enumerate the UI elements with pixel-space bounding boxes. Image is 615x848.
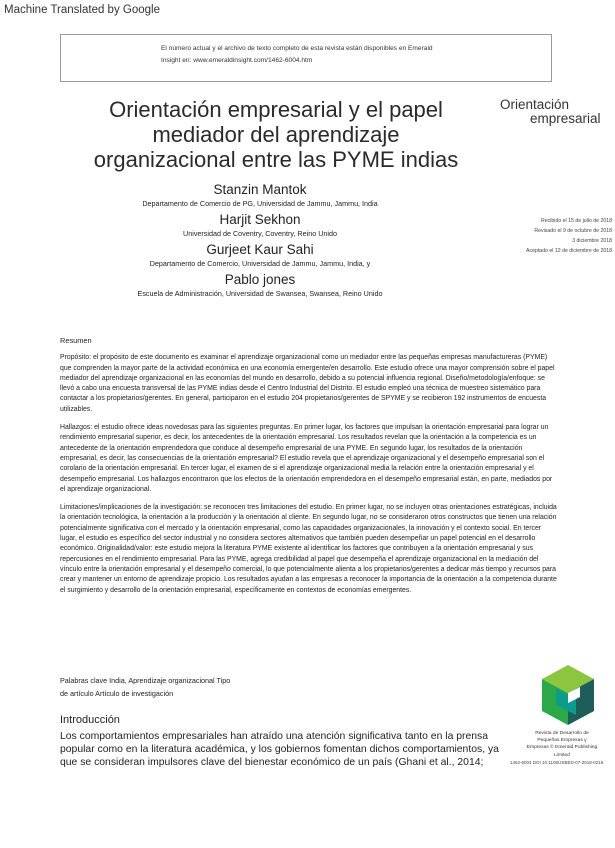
date-line: Aceptado el 12 de diciembre de 2018 xyxy=(526,248,612,254)
title-line: mediador del aprendizaje xyxy=(152,122,400,147)
journal-info xyxy=(510,730,614,759)
journal-line: Limited xyxy=(554,752,570,758)
journal-line: Empresas © Emerald Publishing xyxy=(526,745,598,751)
intro-paragraph: Los comportamientos empresariales han atraído una atención significativa tanto en la prensa popular como en la literatura académica, y los gobiernos fomentan dichos comportamientos, ya que se consideran impulsores clave del bienestar económico de un país (Ghani et al., 2014; xyxy=(60,731,499,768)
crossmark-logo-graphic xyxy=(540,663,596,729)
journal-line: Pequeñas Empresas y xyxy=(537,738,587,744)
author-name: Harjit Sekhon xyxy=(219,212,301,227)
notice-line: El número actual y el archivo de texto completo de esta revista están disponibles en Emerald xyxy=(161,45,433,52)
abstract-paragraph: Propósito: el propósito de este documento es examinar el aprendizaje organizacional como un mediador entre las pequeñas empresas manufactureras (PYME) que comprenden la mayor parte de la actividad económica en una economía emergente/en desarrollo. Este estudio ofrece una mayor comprensión sobre el papel mediador del aprendizaje organizacional en las economías del mundo en desarrollo, debido a su potencial influencia regional. Diseño/metodología/enfoque: se llevó a cabo una encuesta transversal de las PYME indias desde el Centro Industrial del Distrito. El estudio empleó una técnica de muestreo sistemático para contactar a los propietarios/gerentes. En general, participaron en el estudio 204 propietarios/gerentes de SPYME y se recibieron 192 instrumentos de encuesta utilizables. xyxy=(60,354,555,413)
author-affiliation: Universidad de Coventry, Coventry, Reino Unido xyxy=(183,229,337,238)
keywords-line: de artículo Artículo de investigación xyxy=(60,689,174,698)
journal-line: Revista de Desarrollo de xyxy=(535,731,589,736)
running-head xyxy=(500,98,601,126)
author-name: Stanzin Mantok xyxy=(213,182,307,197)
crossmark-logo-icon xyxy=(540,663,596,729)
keywords xyxy=(60,674,230,700)
title-line: organizacional entre las PYME indias xyxy=(93,147,459,172)
doi-line: 1462-6004 DOI 10.1108/JSBED-07-2018-0215 xyxy=(510,760,604,765)
date-line: Recibido el 15 de julio de 2018 xyxy=(541,218,612,224)
keywords-line: Palabras clave India, Aprendizaje organizacional Tipo xyxy=(60,676,231,685)
article-title xyxy=(50,97,502,172)
availability-notice xyxy=(60,34,552,82)
author-affiliation: Escuela de Administración, Universidad de Swansea, Swansea, Reino Unido xyxy=(137,289,383,298)
author-name: Gurjeet Kaur Sahi xyxy=(206,242,314,257)
author-affiliation: Departamento de Comercio, Universidad de Jammu, Jammu, India, y xyxy=(149,259,371,268)
abstract-paragraph: Hallazgos: el estudio ofrece ideas novedosas para las siguientes preguntas. En primer lugar, los factores que impulsan la orientación empresarial para lograr un rendimiento empresarial superior, es decir, los antecedentes de la orientación empresarial. Los resultados revelan que la orientación a la competencia es un antecedente de la orientación emprendedora que conduce al desempeño empresarial de una PYME. En segundo lugar, los resultados de la orientación empresarial, es decir, las consecuencias de la orientación empresarial? El estudio revela que el aprendizaje organizacional y el desempeño empresarial son el corolario de la orientación empresarial. En tercer lugar, el examen de si el aprendizaje organizacional media la relación entre la orientación empresarial y el desempeño empresarial. Los hallazgos encontraron que los efectos de la orientación emprendedora en el desempeño empresarial están, en parte, mediados por el aprendizaje organizacional. xyxy=(60,424,553,493)
running-head-line: Orientación xyxy=(500,97,570,112)
notice-line: Insight en: www.emeraldinsight.com/1462-6004.htm xyxy=(161,57,313,64)
abstract xyxy=(60,336,558,604)
date-line: Revisado el 9 de octubre de 2018 xyxy=(534,228,612,234)
machine-translation-banner: Machine Translated by Google xyxy=(4,4,160,16)
author-list xyxy=(40,182,480,302)
running-head-line: empresarial xyxy=(530,111,601,126)
date-line: 3 diciembre 2018 xyxy=(572,238,612,244)
author-name: Pablo jones xyxy=(224,272,296,287)
author-affiliation: Departamento de Comercio de PG, Universidad de Jammu, Jammu, India xyxy=(142,199,378,208)
submission-dates xyxy=(500,216,612,256)
abstract-heading: Resumen xyxy=(60,336,92,345)
section-heading: Introducción xyxy=(60,714,120,726)
title-line: Orientación empresarial y el papel xyxy=(109,97,443,122)
abstract-paragraph: Limitaciones/implicaciones de la investigación: se reconocen tres limitaciones del estudio. En primer lugar, no se incluyen otras orientaciones estratégicas, incluida la orientación tecnológica, la orientación a la producción y la orientación al cliente. En segundo lugar, no se consideraron otros constructos que tienen una relación potencialmente significativa con el mercado y la orientación empresarial, como las capacidades organizacionales, la innovación y el contexto social. En tercer lugar, el estudio es específico del sector industrial y no considera sectores alternativos que también pueden desempeñar un papel potencial en el desarrollo económico. Originalidad/valor: este estudio mejora la literatura PYME existente al identificar los factores que contribuyen a la orientación empresarial y sus repercusiones en el rendimiento empresarial. Para las PYME, agrega credibilidad al papel que desempeña el aprendizaje organizacional en la mediación del vínculo entre la orientación empresarial y el desempeño comercial, lo que potencialmente alienta a los propietarios/gerentes a dedicar más tiempo y recursos para crear y mantener un entorno de aprendizaje propicio. Los resultados ayudan a las empresas a reconocer la importancia de la orientación a la competencia durante el surgimiento y desarrollo de la orientación empresarial, específicamente en contextos de economías emergentes. xyxy=(60,504,557,594)
